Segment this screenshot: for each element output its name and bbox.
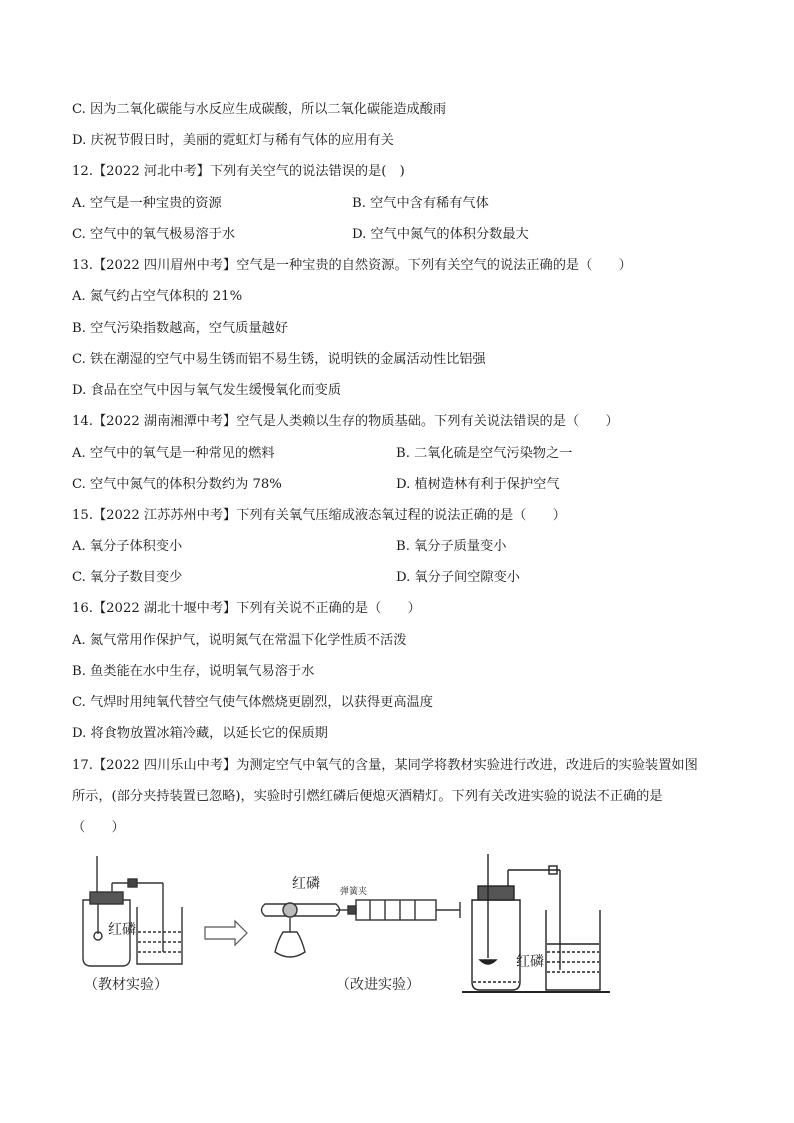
right-apparatus [462, 854, 610, 992]
option-c-q14: C. 空气中氮气的体积分数约为 78% [72, 477, 282, 492]
option-a-q12: A. 空气是一种宝贵的资源 [72, 196, 222, 211]
question-13: 13.【2022 四川眉州中考】空气是一种宝贵的自然资源。下列有关空气的说法正确的是（ ） [72, 258, 632, 273]
option-b-q13: B. 空气污染指数越高，空气质量越好 [72, 321, 288, 336]
option-b-q14: B. 二氧化硫是空气污染物之一 [396, 446, 573, 461]
label-spring-clip: 弹簧夹 [340, 887, 368, 897]
label-red-phosphorus-2: 红磷 [292, 876, 320, 892]
question-14: 14.【2022 湖南湘潭中考】空气是人类赖以生存的物质基础。下列有关说法错误的是（ ） [72, 414, 619, 429]
option-c-q11: C. 因为二氧化碳能与水反应生成碳酸，所以二氧化碳能造成酸雨 [72, 102, 447, 117]
option-d-q12: D. 空气中氮气的体积分数最大 [352, 227, 529, 242]
label-red-phosphorus-1: 红磷 [108, 922, 136, 938]
option-b-q12: B. 空气中含有稀有气体 [352, 196, 489, 211]
caption-improved: （改进实验） [336, 977, 420, 993]
question-17-line-1: 17.【2022 四川乐山中考】为测定空气中氧气的含量，某同学将教材实验进行改进，改进后的实验装置如图 [72, 758, 698, 773]
option-a-q13: A. 氮气约占空气体积的 21% [72, 289, 243, 304]
question-17-line-3: （ ） [72, 820, 125, 835]
improved-apparatus [262, 900, 461, 957]
option-a-q16: A. 氮气常用作保护气，说明氮气在常温下化学性质不活泼 [72, 633, 407, 648]
option-d-q13: D. 食品在空气中因与氧气发生缓慢氧化而变质 [72, 383, 342, 398]
experiment-figure [0, 848, 794, 1008]
question-17-line-2: 所示，(部分夹持装置已忽略)，实验时引燃红磷后便熄灭酒精灯。下列有关改进实验的说法不正确的是 [72, 789, 663, 804]
option-a-q14: A. 空气中的氧气是一种常见的燃料 [72, 446, 275, 461]
option-c-q12: C. 空气中的氧气极易溶于水 [72, 227, 236, 242]
option-d-q14: D. 植树造林有利于保护空气 [396, 477, 560, 492]
option-a-q15: A. 氧分子体积变小 [72, 539, 183, 554]
textbook-apparatus [83, 856, 182, 966]
option-c-q13: C. 铁在潮湿的空气中易生锈而铝不易生锈，说明铁的金属活动性比铝强 [72, 352, 486, 367]
label-red-phosphorus-3: 红磷 [516, 954, 544, 970]
option-b-q16: B. 鱼类能在水中生存，说明氧气易溶于水 [72, 664, 315, 679]
option-d-q15: D. 氧分子间空隙变小 [396, 570, 520, 585]
option-c-q15: C. 氧分子数目变少 [72, 570, 183, 585]
caption-textbook: （教材实验） [84, 977, 168, 993]
option-d-q16: D. 将食物放置冰箱冷藏，以延长它的保质期 [72, 726, 328, 741]
question-15: 15.【2022 江苏苏州中考】下列有关氧气压缩成液态氧过程的说法正确的是（ ） [72, 508, 566, 523]
question-16: 16.【2022 湖北十堰中考】下列有关说不正确的是（ ） [72, 601, 421, 616]
arrow-icon [205, 921, 247, 945]
option-c-q16: C. 气焊时用纯氧代替空气使气体燃烧更剧烈，以获得更高温度 [72, 695, 433, 710]
option-b-q15: B. 氧分子质量变小 [396, 539, 507, 554]
question-12: 12.【2022 河北中考】下列有关空气的说法错误的是( ) [72, 164, 405, 179]
option-d-q11: D. 庆祝节假日时，美丽的霓虹灯与稀有气体的应用有关 [72, 133, 394, 148]
